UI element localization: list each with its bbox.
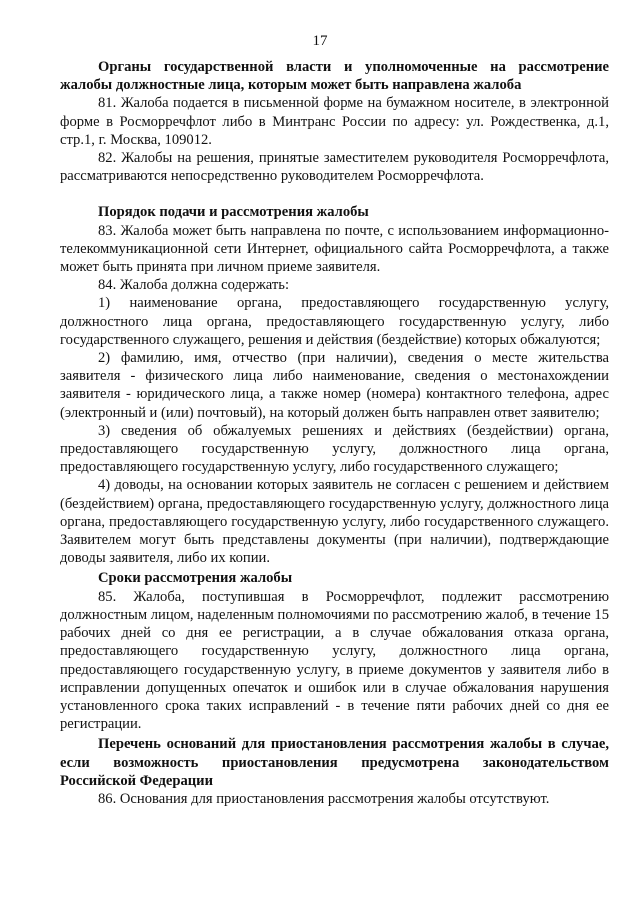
list-item-84-1: 1) наименование органа, предоставляющего государственную услугу, должностного лица органа, предоставляющего государственную услугу, либо государственного служащего, решения и действия (бездействие) которых обжалуются;	[60, 295, 609, 348]
paragraph-82: 82. Жалобы на решения, принятые заместителем руководителя Росморречфлота, рассматриваются непосредственно руководителем Росморречфлота.	[60, 150, 609, 185]
paragraph-81: 81. Жалоба подается в письменной форме на бумажном носителе, в электронной форме в Росморречфлот либо в Минтранс России по адресу: ул. Рождественка, д.1, стр.1, г. Москва, 109012.	[60, 95, 609, 148]
section-heading-complaint-authorities: Органы государственной власти и уполномоченные на рассмотрение жалобы должностные лица, которым может быть направлена жалоба	[60, 59, 609, 94]
paragraph-84: 84. Жалоба должна содержать:	[98, 277, 289, 294]
section-heading-suspension-grounds: Перечень оснований для приостановления рассмотрения жалобы в случае, если возможность приостановления предусмотрена законодательством Российской Федерации	[60, 736, 609, 789]
section-heading-review-terms: Сроки рассмотрения жалобы	[98, 570, 293, 587]
list-item-84-4: 4) доводы, на основании которых заявитель не согласен с решением и действием (бездействием) органа, предоставляющего государственную услугу, должностного лица органа, предоставляющего государственную услугу, либо государственного служащего. Заявителем могут быть представлены документы (при наличии), подтверждающие доводы заявителя, либо их копии.	[60, 477, 609, 567]
section-heading-submission-procedure: Порядок подачи и рассмотрения жалобы	[98, 204, 369, 221]
page-number: 17	[312, 33, 328, 49]
paragraph-86: 86. Основания для приостановления рассмотрения жалобы отсутствуют.	[98, 790, 550, 807]
paragraph-83: 83. Жалоба может быть направлена по почте, с использованием информационно-телекоммуникационной сети Интернет, официального сайта Росморречфлота, а также может быть принята при личном приеме заявителя.	[60, 222, 609, 276]
paragraph-85: 85. Жалоба, поступившая в Росморречфлот, подлежит рассмотрению должностным лицом, наделенным полномочиями по рассмотрению жалоб, в течение 15 рабочих дней со дня ее регистрации, а в случае обжалования отказа органа, предоставляющего государственную услугу, должностного лица органа, предоставляющего государственную услугу, в приеме документов у заявителя либо в исправлении допущенных опечаток и ошибок или в случае обжалования нарушения установленного срока таких исправлений - в течение пяти рабочих дней со дня ее регистрации.	[60, 588, 609, 733]
document-body	[60, 58, 609, 808]
list-item-84-3: 3) сведения об обжалуемых решениях и действиях (бездействии) органа, предоставляющего государственную услугу, должностного лица органа, предоставляющего государственную услугу, либо государственного служащего;	[60, 422, 609, 476]
list-item-84-2: 2) фамилию, имя, отчество (при наличии), сведения о месте жительства заявителя - физического лица либо наименование, сведения о местонахождении заявителя - юридического лица, а также номер (номера) контактного телефона, адрес (электронный и (или) почтовый), на который должен быть направлен ответ заявителю;	[60, 350, 609, 421]
